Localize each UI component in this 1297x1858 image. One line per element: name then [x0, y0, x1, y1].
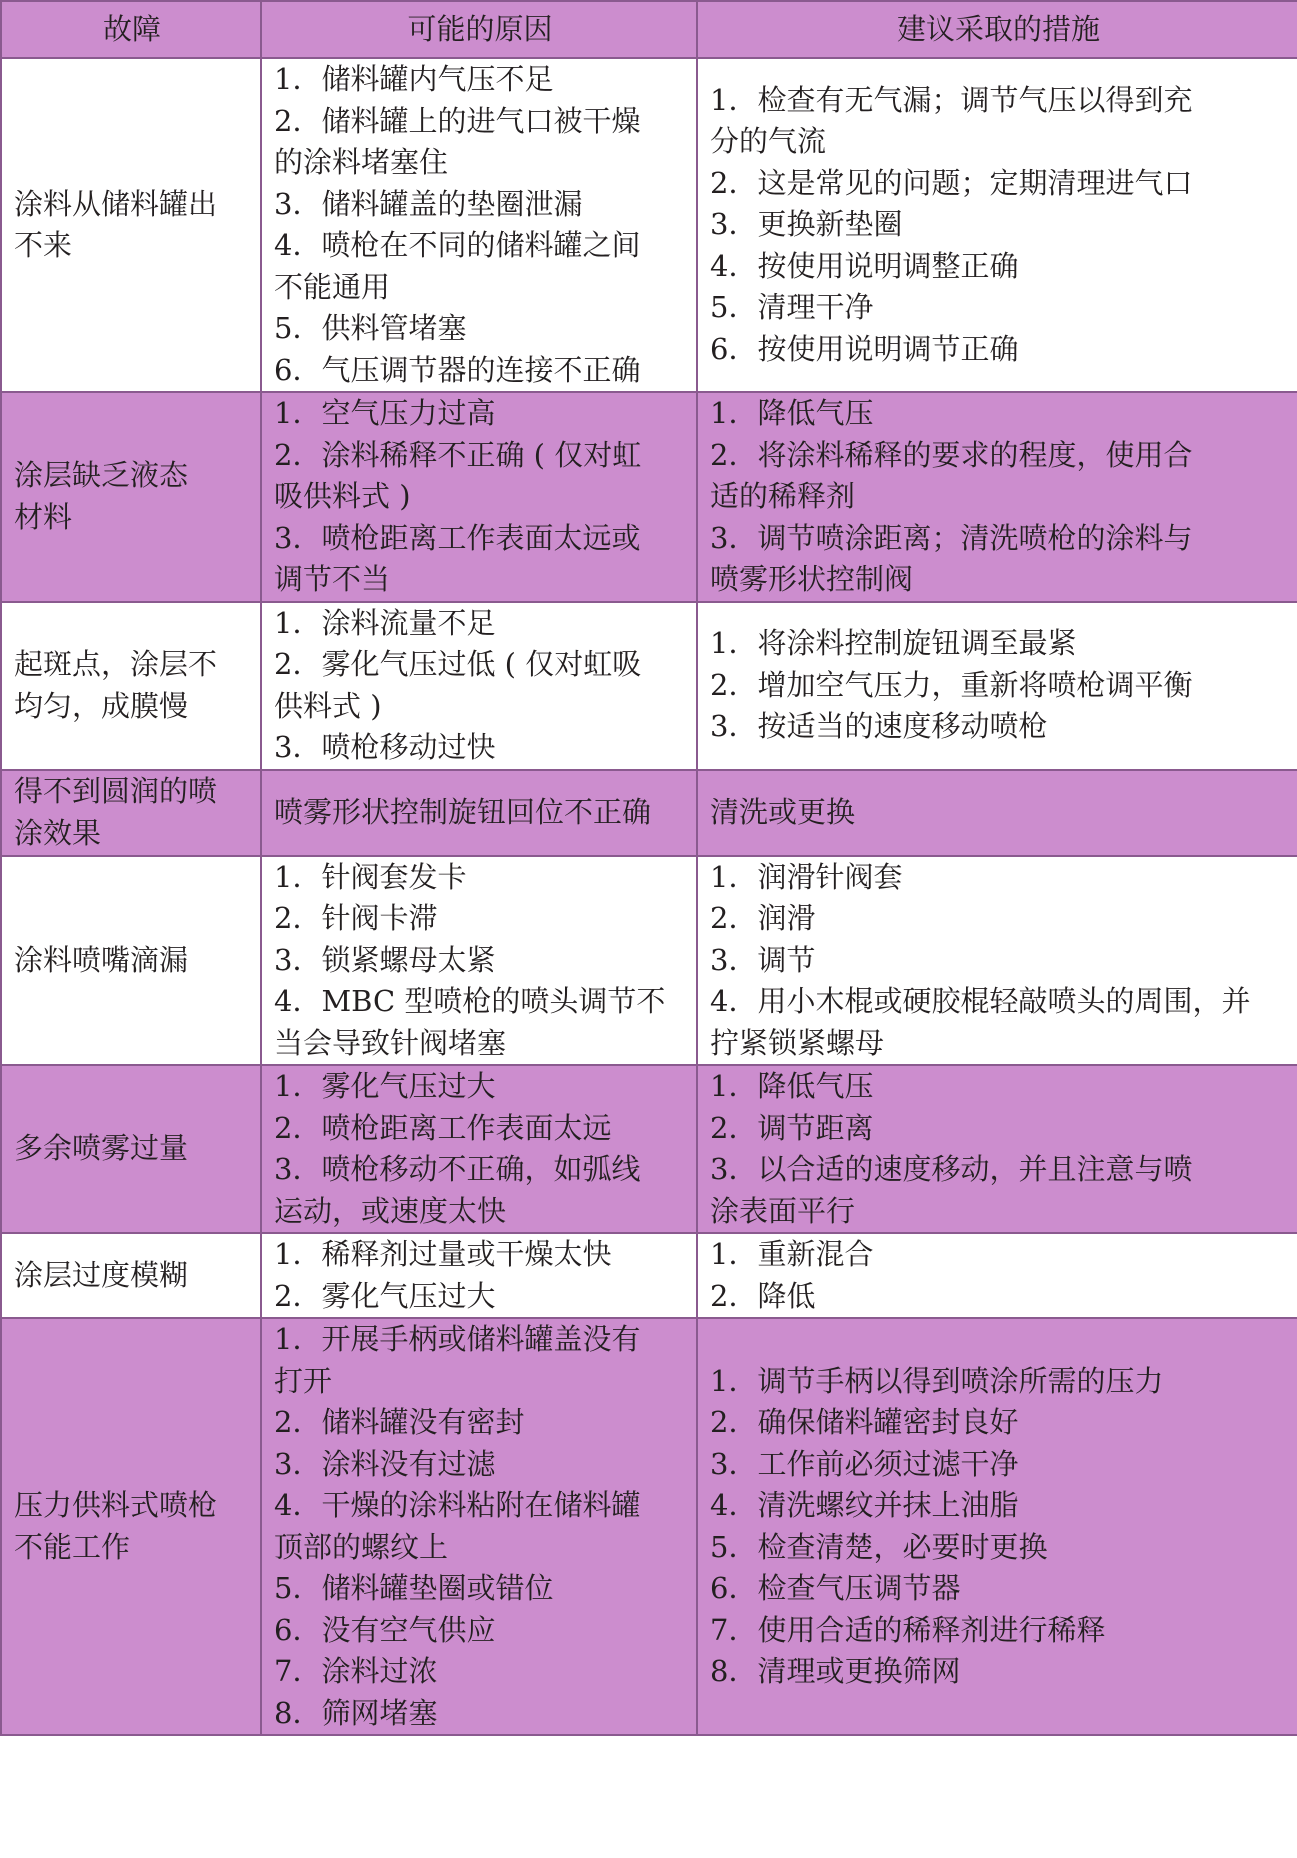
causes-cell: [261, 1065, 697, 1233]
actions-line: 2．增加空气压力，重新将喷枪调平衡: [710, 667, 1193, 702]
causes-line: 2．喷枪距离工作表面太远: [274, 1110, 612, 1145]
table-row: [1, 392, 1297, 602]
causes-line: 1．储料罐内气压不足: [274, 62, 554, 96]
causes-cell: [261, 1318, 697, 1735]
header-fault: 故障: [1, 1, 261, 58]
causes-line: 2．储料罐没有密封: [274, 1405, 525, 1439]
actions-line: 3．以合适的速度移动，并且注意与喷: [710, 1152, 1193, 1186]
actions-cell: [697, 1065, 1297, 1233]
actions-line: 5．清理干净: [710, 290, 874, 325]
causes-line: 1．稀释剂过量或干燥太快: [274, 1237, 612, 1271]
actions-line: 1．调节手柄以得到喷涂所需的压力: [710, 1363, 1164, 1398]
causes-line: 4．MBC 型喷枪的喷头调节不: [274, 984, 666, 1018]
actions-line: 3．按适当的速度移动喷枪: [710, 709, 1048, 744]
fault-cell: [1, 856, 261, 1066]
header-actions: 建议采取的措施: [697, 1, 1297, 58]
fault-line: 涂料从储料罐出: [14, 186, 218, 221]
causes-line: 1．针阀套发卡: [274, 859, 467, 894]
fault-line: 涂料喷嘴滴漏: [14, 942, 189, 977]
fault-line: 不能工作: [14, 1529, 131, 1564]
table-row: [1, 1318, 1297, 1735]
actions-cell: [697, 392, 1297, 602]
fault-cell: [1, 392, 261, 602]
actions-line: 3．调节: [710, 942, 816, 977]
actions-line: 喷雾形状控制阀: [710, 562, 914, 596]
fault-cell: [1, 1065, 261, 1233]
actions-line: 适的稀释剂: [710, 479, 856, 513]
actions-line: 3．调节喷涂距离；清洗喷枪的涂料与: [710, 520, 1193, 555]
causes-line: 的涂料堵塞住: [274, 145, 449, 179]
causes-cell: [261, 856, 697, 1066]
causes-cell: [261, 602, 697, 770]
table-body: [1, 58, 1297, 1735]
actions-line: 3．更换新垫圈: [710, 207, 903, 242]
fault-cell: [1, 1318, 261, 1735]
fault-line: 材料: [14, 499, 73, 534]
causes-line: 3．锁紧螺母太紧: [274, 942, 496, 977]
table-row: [1, 1233, 1297, 1318]
actions-line: 拧紧锁紧螺母: [710, 1025, 885, 1060]
causes-cell: [261, 1233, 697, 1318]
actions-line: 1．降低气压: [710, 1069, 874, 1103]
actions-line: 2．这是常见的问题；定期清理进气口: [710, 165, 1193, 200]
causes-cell: [261, 770, 697, 856]
actions-line: 5．检查清楚，必要时更换: [710, 1529, 1048, 1564]
causes-line: 3．喷枪移动过快: [274, 730, 496, 764]
actions-line: 4．清洗螺纹并抹上油脂: [710, 1488, 1019, 1522]
causes-line: 顶部的螺纹上: [274, 1529, 449, 1564]
actions-line: 2．调节距离: [710, 1110, 874, 1145]
causes-line: 6．没有空气供应: [274, 1612, 496, 1647]
causes-line: 1．雾化气压过大: [274, 1069, 496, 1103]
fault-line: 涂层缺乏液态: [14, 458, 189, 493]
actions-line: 2．降低: [710, 1278, 816, 1313]
causes-line: 4．干燥的涂料粘附在储料罐: [274, 1488, 641, 1522]
actions-line: 1．将涂料控制旋钮调至最紧: [710, 626, 1077, 661]
actions-line: 7．使用合适的稀释剂进行稀释: [710, 1612, 1106, 1647]
header-causes: 可能的原因: [261, 1, 697, 58]
fault-cell: [1, 1233, 261, 1318]
causes-line: 6．气压调节器的连接不正确: [274, 352, 641, 387]
causes-line: 7．涂料过浓: [274, 1654, 438, 1688]
actions-line: 分的气流: [710, 124, 827, 159]
actions-line: 4．用小木棍或硬胶棍轻敲喷头的周围，并: [710, 984, 1251, 1018]
causes-line: 8．筛网堵塞: [274, 1695, 438, 1730]
causes-line: 2．雾化气压过大: [274, 1278, 496, 1313]
causes-line: 4．喷枪在不同的储料罐之间: [274, 228, 641, 262]
causes-line: 不能通用: [274, 269, 391, 304]
fault-cell: [1, 58, 261, 392]
fault-line: 起斑点，涂层不: [14, 647, 218, 681]
causes-line: 2．储料罐上的进气口被干燥: [274, 103, 641, 138]
causes-cell: [261, 392, 697, 602]
actions-cell: [697, 1318, 1297, 1735]
causes-line: 3．喷枪移动不正确，如弧线: [274, 1152, 641, 1186]
actions-line: 2．将涂料稀释的要求的程度，使用合: [710, 437, 1193, 472]
fault-line: 不来: [14, 228, 73, 262]
actions-line: 涂表面平行: [710, 1193, 856, 1228]
causes-line: 供料式 ): [274, 688, 382, 723]
causes-line: 3．储料罐盖的垫圈泄漏: [274, 186, 583, 221]
causes-line: 1．涂料流量不足: [274, 605, 496, 640]
fault-line: 涂层过度模糊: [14, 1257, 189, 1292]
causes-line: 当会导致针阀堵塞: [274, 1025, 507, 1060]
causes-line: 打开: [274, 1363, 333, 1398]
causes-line: 2．涂料稀释不正确 ( 仅对虹: [274, 437, 642, 472]
causes-line: 1．开展手柄或储料罐盖没有: [274, 1322, 641, 1356]
table-row: [1, 1065, 1297, 1233]
actions-line: 3．工作前必须过滤干净: [710, 1446, 1019, 1481]
actions-line: 6．按使用说明调节正确: [710, 331, 1019, 366]
fault-line: 多余喷雾过量: [14, 1131, 189, 1166]
actions-cell: [697, 602, 1297, 770]
table-row: [1, 770, 1297, 856]
actions-cell: [697, 1233, 1297, 1318]
fault-line: 涂效果: [14, 815, 102, 850]
actions-line: 1．润滑针阀套: [710, 859, 903, 894]
actions-line: 6．检查气压调节器: [710, 1571, 961, 1605]
table-row: [1, 58, 1297, 392]
causes-line: 喷雾形状控制旋钮回位不正确: [274, 794, 652, 829]
causes-line: 5．储料罐垫圈或错位: [274, 1571, 554, 1605]
causes-line: 5．供料管堵塞: [274, 311, 467, 345]
header-row: [1, 1, 1297, 58]
actions-line: 4．按使用说明调整正确: [710, 248, 1019, 283]
actions-line: 8．清理或更换筛网: [710, 1654, 961, 1688]
table-row: [1, 602, 1297, 770]
fault-cell: [1, 602, 261, 770]
causes-line: 1．空气压力过高: [274, 396, 496, 430]
causes-line: 运动，或速度太快: [274, 1193, 507, 1228]
causes-line: 3．涂料没有过滤: [274, 1446, 496, 1481]
fault-line: 均匀，成膜慢: [14, 688, 189, 723]
fault-line: 得不到圆润的喷: [14, 774, 218, 808]
causes-cell: [261, 58, 697, 392]
actions-line: 清洗或更换: [710, 794, 856, 829]
table-row: [1, 856, 1297, 1066]
actions-line: 1．降低气压: [710, 396, 874, 430]
actions-cell: [697, 58, 1297, 392]
causes-line: 3．喷枪距离工作表面太远或: [274, 520, 641, 555]
actions-line: 2．确保储料罐密封良好: [710, 1405, 1019, 1439]
causes-line: 调节不当: [274, 562, 391, 596]
fault-line: 压力供料式喷枪: [14, 1488, 218, 1522]
actions-cell: [697, 770, 1297, 856]
actions-cell: [697, 856, 1297, 1066]
actions-line: 1．检查有无气漏；调节气压以得到充: [710, 82, 1193, 117]
causes-line: 2．雾化气压过低 ( 仅对虹吸: [274, 647, 642, 681]
causes-line: 2．针阀卡滞: [274, 901, 438, 935]
actions-line: 1．重新混合: [710, 1237, 874, 1271]
actions-line: 2．润滑: [710, 901, 816, 935]
fault-cell: [1, 770, 261, 856]
causes-line: 吸供料式 ): [274, 479, 411, 513]
